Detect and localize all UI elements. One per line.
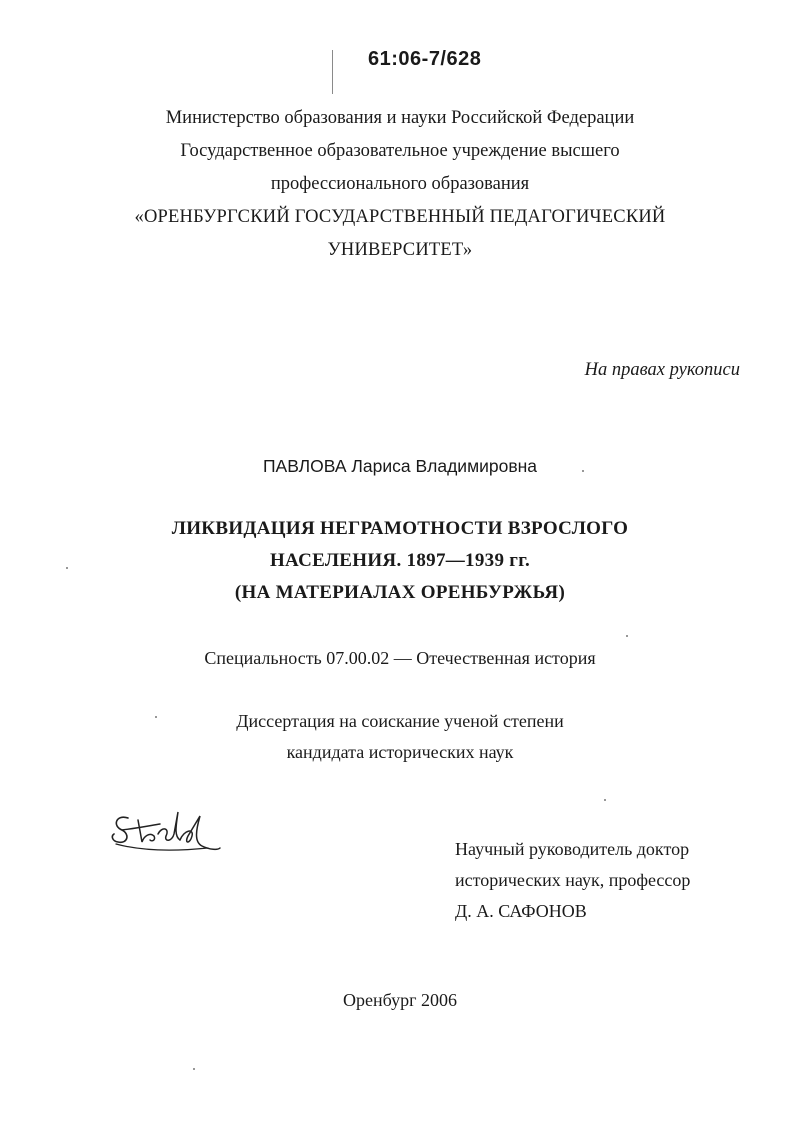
institution-line-ministry: Министерство образования и науки Российской Федерации [165,108,635,128]
manuscript-rights-note: На правах рукописи [584,360,740,380]
scan-speck [626,635,628,637]
supervisor-name: Д. А. САФОНОВ [455,901,587,921]
institution-line-type: Государственное образовательное учреждение высшего [180,141,620,161]
supervisor-line-2: исторических наук, профессор [455,870,691,890]
catalog-number: 61:06-7/628 [368,48,482,70]
scan-speck [66,567,68,569]
supervisor-line-1: Научный руководитель доктор [455,839,690,859]
scan-speck [193,1068,195,1070]
title-line-1: ЛИКВИДАЦИЯ НЕГРАМОТНОСТИ ВЗРОСЛОГО [171,518,629,539]
scan-speck [155,716,157,718]
institution-line-education: профессионального образования [270,174,530,194]
institution-header [0,102,800,267]
scan-margin-line [332,50,333,94]
institution-line-university: УНИВЕРСИТЕТ» [327,240,473,260]
degree-line-2: кандидата исторических наук [286,742,514,762]
title-line-2: НАСЕЛЕНИЯ. 1897—1939 гг. [269,550,531,571]
city-year: Оренбург 2006 [343,990,457,1010]
institution-line-name: «ОРЕНБУРГСКИЙ ГОСУДАРСТВЕННЫЙ ПЕДАГОГИЧЕСКИЙ [134,207,666,227]
degree-line-1: Диссертация на соискание ученой степени [236,711,564,731]
dissertation-title [0,513,800,609]
author-signature [108,806,223,868]
degree-statement [0,706,800,768]
scan-speck [604,799,606,801]
specialty: Специальность 07.00.02 — Отечественная история [204,648,596,668]
title-line-3: (НА МАТЕРИАЛАХ ОРЕНБУРЖЬЯ) [234,582,566,603]
scan-speck [582,470,584,472]
scientific-supervisor [455,834,690,927]
author-name: ПАВЛОВА Лариса Владимировна [262,456,538,476]
